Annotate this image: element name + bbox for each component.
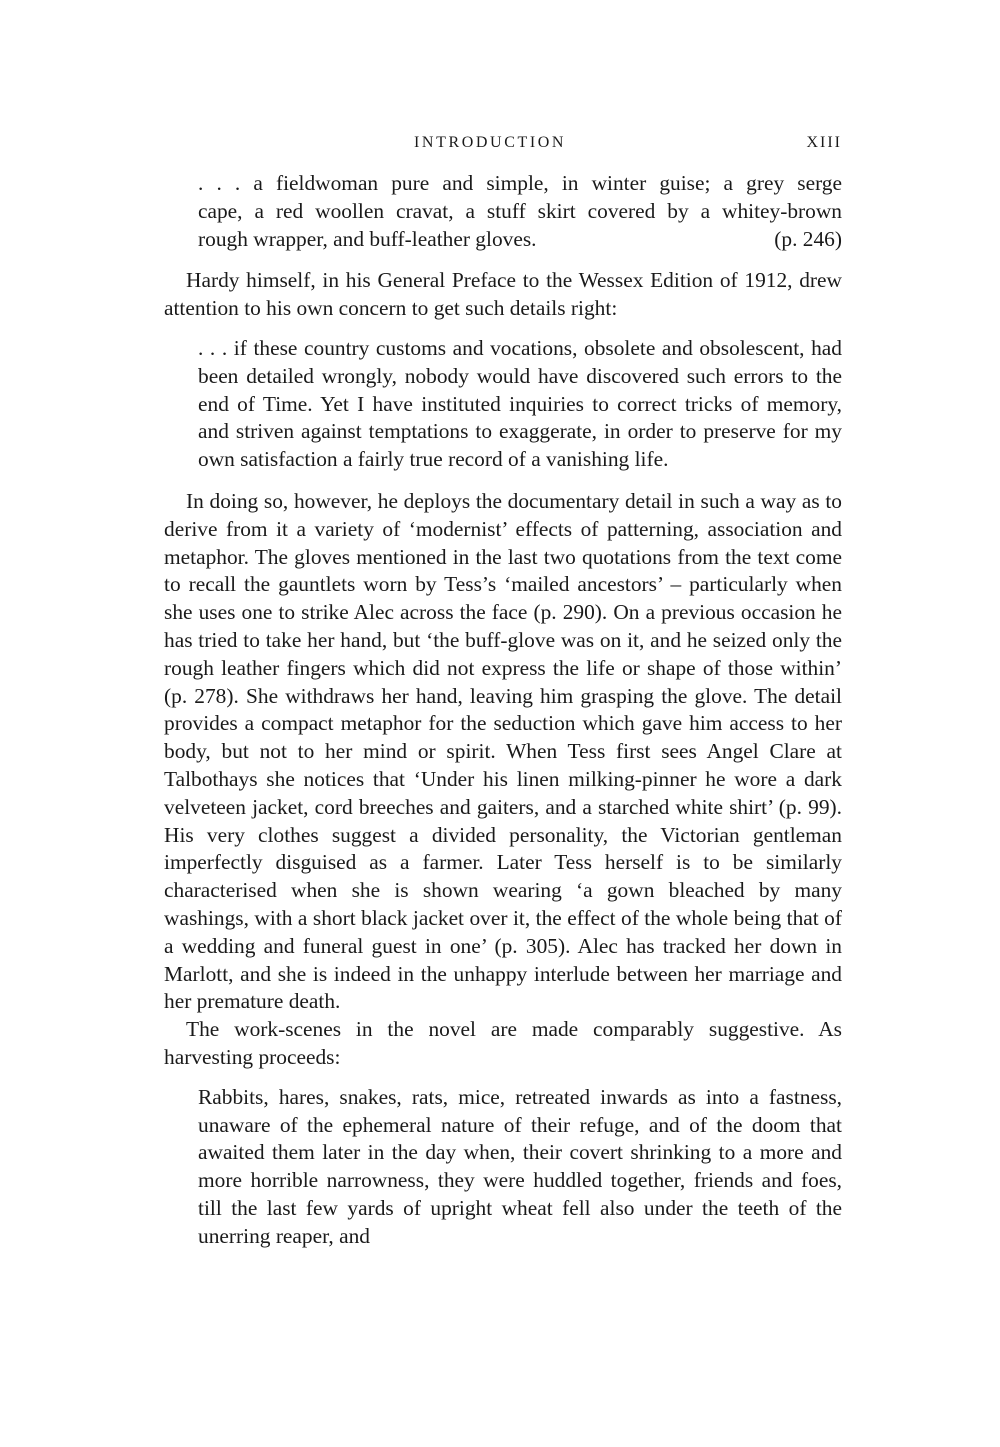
quote-line: . . . a fieldwoman pure and simple, in winter guise; a grey serge xyxy=(198,171,842,195)
paragraph-work-scenes: The work-scenes in the novel are made comparably suggestive. As harvesting proceeds: xyxy=(164,1017,842,1069)
quote-line: cape, a red woollen cravat, a stuff skirt covered by a whitey-brown xyxy=(198,198,842,223)
running-head xyxy=(164,134,842,158)
quote-last-line xyxy=(198,226,842,254)
paragraph-hardy-preface: Hardy himself, in his General Preface to the Wessex Edition of 1912, drew attention to his own concern to get such details right: xyxy=(164,268,842,321)
page-reference: (p. 246) xyxy=(774,226,842,251)
block-quote-harvest: Rabbits, hares, snakes, rats, mice, retreated inwards as into a fastness, unaware of the ephemeral nature of their refuge, and of the doom that awaited them later in the day when, their covert shrinking to a more and more horrible narrowness, they were huddled together, friends and foes, till the last few yards of upright wheat fell also under the teeth of the unerring reaper, and xyxy=(198,1084,842,1248)
page-number: XIII xyxy=(806,134,842,151)
quote-line-text: rough wrapper, and buff-leather gloves. xyxy=(198,226,537,251)
book-page xyxy=(164,134,842,1250)
block-quote-fieldwoman xyxy=(198,170,842,253)
block-quote-preface: . . . if these country customs and vocations, obsolete and obsolescent, had been detailed wrongly, nobody would have discovered such errors to the end of Time. Yet I have instituted inquiries to correct tricks of memory, and striven against temptations to exaggerate, in order to preserve for my own satisfaction a fairly true record of a vanishing life. xyxy=(198,335,842,472)
paragraph-documentary-detail: In doing so, however, he deploys the documentary detail in such a way as to derive from it a variety of ‘modernist’ effects of patterning, association and metaphor. The gloves mentioned in the last two quotations from the text come to recall the gauntlets worn by Tess’s ‘mailed ancestors’ – particularly when she uses one to strike Alec across the face (p. 290). On a previous occasion he has tried to take her hand, but ‘the buff-glove was on it, and he seized only the rough leather fingers which did not express the life or shape of those within’ (p. 278). She withdraws her hand, leaving him grasping the glove. The detail provides a compact metaphor for the seduction which gave him access to her body, but not to her mind or spirit. When Tess first sees Angel Clare at Talbothays she notices that ‘Under his linen milking-pinner he wore a dark velveteen jacket, cord breeches and gaiters, and a starched white shirt’ (p. 99). His very clothes suggest a divided personality, the Victorian gentleman imperfectly disguised as a farmer. Later Tess herself is to be similarly characterised when she is shown wearing ‘a gown bleached by many washings, with a short black jacket over it, the effect of the whole being that of a wedding and funeral guest in one’ (p. 305). Alec has tracked her down in Marlott, and she is indeed in the unhappy interlude between her marriage and her premature death. xyxy=(164,488,842,1014)
running-head-title: INTRODUCTION xyxy=(414,134,567,151)
